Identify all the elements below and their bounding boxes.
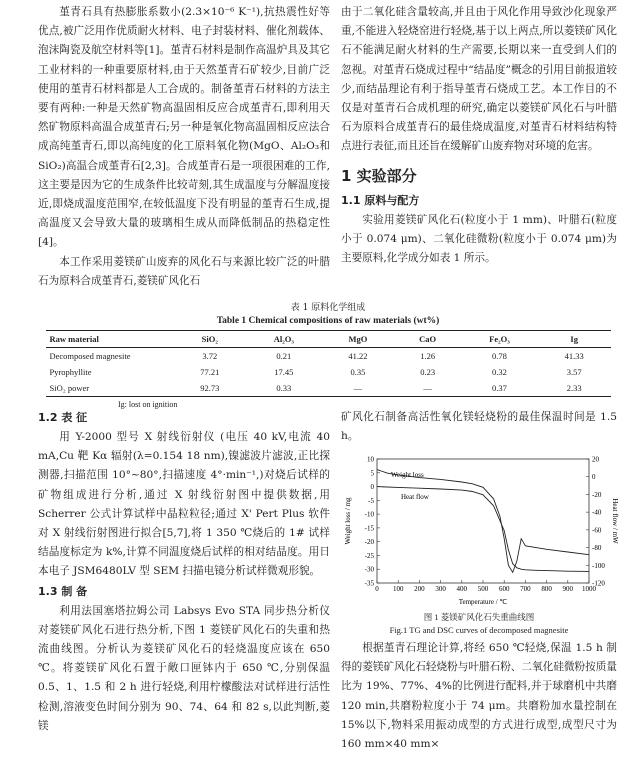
subsection-heading-materials: 1.1 原料与配方 bbox=[341, 193, 420, 207]
table-header-cell: Raw material bbox=[49, 334, 99, 344]
x-tick-label: 300 bbox=[435, 585, 446, 593]
table-header-cell: Ig bbox=[570, 334, 578, 344]
x-tick-label: 1000 bbox=[582, 585, 596, 593]
table-cell: 0.32 bbox=[492, 367, 507, 377]
table-row bbox=[46, 364, 611, 380]
table-cell: 0.78 bbox=[492, 351, 507, 361]
x-tick-label: 700 bbox=[520, 585, 531, 593]
table-header-cell: Al₂O₃ bbox=[273, 334, 294, 344]
table-cell: 41.22 bbox=[348, 351, 368, 361]
table-cell: Pyrophyllite bbox=[49, 367, 92, 377]
materials-paragraph: 实验用菱镁矿风化石(粒度小于 1 mm)、叶腊石(粒度小于 0.074 μm)、二氧化硅微粉(粒度小于 0.074 μm)为主要原料,化学成分如表 1 所示。 bbox=[341, 213, 617, 265]
table-cell: — bbox=[353, 383, 363, 393]
y2-tick-label: -40 bbox=[592, 508, 602, 517]
x-tick-label: 200 bbox=[414, 585, 425, 593]
y-tick-label: -15 bbox=[364, 524, 374, 533]
right-column-bottom-2 bbox=[341, 639, 617, 754]
x-axis-label: Temperature / ℃ bbox=[458, 598, 508, 606]
table-header-cell: SiO₂ bbox=[201, 334, 218, 344]
figure-caption-en: Fig.1 TG and DSC curves of decomposed magnesite bbox=[389, 625, 569, 635]
continuation-paragraph: 由于二氧化硅含量较高,并且由于风化作用导致沙化现象严重,不能进入轻烧窑进行轻烧,基于以上两点,所以菱镁矿风化石不能满足耐火材料的生产需要,长期以来一直受到人们的忽视。对堇青石烧成过程中“结晶度”概念的引用目前报道较少,而结晶理论有利于指导堇青石烧成工艺。本工作目的不仅是对堇青石合成机理的研究,确定以菱镁矿风化石与叶腊石为原料合成堇青石的最佳烧成温度,对堇青石材料结构特点进行表征,而且还旨在缓解矿山废弃物对环境的危害。 bbox=[341, 6, 617, 153]
x-tick-label: 100 bbox=[392, 585, 404, 593]
y2-tick-label: 20 bbox=[592, 455, 599, 464]
tg-dsc-chart bbox=[341, 455, 617, 607]
figure-caption-cn: 图 1 菱镁矿风化石失重曲线图 bbox=[423, 612, 535, 622]
table-body bbox=[46, 348, 611, 397]
table-cell: SiO₂ power bbox=[49, 383, 90, 393]
table-title-en: Table 1 Chemical compositions of raw materials (wt%) bbox=[216, 316, 440, 326]
table-cell: 0.37 bbox=[492, 383, 507, 393]
x-tick-label: 0 bbox=[375, 585, 379, 593]
table-cell: 2.33 bbox=[566, 383, 582, 393]
y2-tick-label: -120 bbox=[592, 579, 605, 588]
table-note: Ig: lost on ignition bbox=[118, 400, 178, 409]
y-tick-label: 0 bbox=[370, 483, 374, 492]
table-cell: — bbox=[423, 383, 432, 393]
table-cell: 0.35 bbox=[350, 367, 366, 377]
x-tick-label: 400 bbox=[456, 585, 468, 593]
subsection-heading-characterization: 1.2 表 征 bbox=[38, 411, 88, 424]
y-tick-label: -35 bbox=[364, 579, 374, 588]
table-cell: 0.23 bbox=[420, 367, 436, 377]
y-tick-label: -5 bbox=[368, 496, 374, 505]
table-header-row bbox=[46, 331, 611, 348]
right-column-bottom bbox=[341, 408, 617, 446]
table-title-cn: 表 1 原料化学组成 bbox=[290, 303, 366, 313]
x-tick-label: 800 bbox=[541, 585, 552, 593]
x-tick-label: 600 bbox=[498, 585, 510, 593]
section-heading: 1 实验部分 bbox=[341, 166, 417, 185]
table-row bbox=[46, 380, 611, 397]
table-header-cell: Fe₂O₃ bbox=[489, 334, 510, 344]
continuation-paragraph-2: 矿风化石制备高活性氧化镁轻烧粉的最佳保温时间是 1.5 h。 bbox=[341, 411, 617, 443]
table-cell: Decomposed magnesite bbox=[49, 351, 131, 361]
table-header-cell: CaO bbox=[419, 334, 437, 344]
y-tick-label: -20 bbox=[364, 538, 374, 547]
y-tick-label: -25 bbox=[364, 551, 374, 560]
left-column-bottom bbox=[38, 408, 330, 736]
table-cell: 3.57 bbox=[566, 367, 582, 377]
table-cell: 1.26 bbox=[420, 351, 436, 361]
work-paragraph: 本工作采用菱镁矿山废弃的风化石与来源比较广泛的叶腊石为原料合成堇青石,菱镁矿风化石 bbox=[38, 255, 330, 287]
y-tick-label: 10 bbox=[367, 455, 374, 464]
composition-table bbox=[46, 330, 611, 397]
table-cell: 3.72 bbox=[202, 351, 218, 361]
y2-tick-label: 0 bbox=[592, 473, 596, 482]
x-tick-label: 900 bbox=[562, 585, 574, 593]
right-column-top bbox=[341, 3, 617, 268]
intro-paragraph: 堇青石具有热膨胀系数小(2.3×10⁻⁶ K⁻¹),抗热震性好等优点,被广泛用作优质耐火材料、电子封装材料、催化剂载体、泡沫陶瓷及航空材料等[1]。堇青石材料是制作高温炉具及其它工业材料的一种重要原材料,由于天然堇青石矿较少,目前广泛使用的堇青石材料都是人工合成的。制备堇青石材料的方法主要有两种:一种是天然矿物高温固相反应合成堇青石,即利用天然矿物原料高温合成堇青石;另一种是氧化物高温固相反应法合成高纯堇青石,即以高纯度的化工原料氧化物(MgO、Al₂O₃和SiO₂)高温合成堇青石[2,3]。合成堇青石是一项很困难的工作,这主要是因为它的生成条件比较苛刻,其生成温度与分解温度接近,即烧成温度范围窄,在较低温度下没有明显的堇青石生成,提高温度又会导致大量的玻璃相生成从而降低制品的热稳定性[4]。 bbox=[38, 6, 330, 249]
y-axis-label: Weight loss / mg bbox=[344, 497, 352, 545]
y-tick-label: 5 bbox=[370, 469, 374, 478]
y2-axis-label: Heat flow / mW bbox=[611, 498, 619, 544]
y2-tick-label: -20 bbox=[592, 490, 602, 499]
preparation-paragraph: 利用法国塞塔拉姆公司 Labsys Evo STA 同步热分析仪对菱镁矿风化石进行热分析,下图 1 菱镁矿风化石的失重和热流曲线图。分析认为菱镁矿风化石的轻烧温度应该在 650 ℃。将菱镁矿风化石置于敞口匣钵内于 650 ℃,分别保温 0.5、1、1.5 和 2 h 进行轻烧,利用柠檬酸法对试样进行活性检测,溶液变色时间分别为 90、74、64 和 82 s,以此判断,菱镁 bbox=[38, 604, 330, 732]
y2-tick-label: -80 bbox=[592, 544, 602, 553]
table-cell: 77.21 bbox=[200, 367, 220, 377]
table-1 bbox=[38, 302, 618, 409]
figure-1 bbox=[341, 455, 617, 635]
left-column-top bbox=[38, 3, 330, 291]
table-cell: 0.21 bbox=[276, 351, 292, 361]
y-tick-label: -10 bbox=[364, 510, 374, 519]
y2-tick-label: -100 bbox=[592, 561, 605, 570]
legend-weight: Weight loss bbox=[391, 471, 424, 479]
characterization-paragraph: 用 Y-2000 型号 X 射线衍射仪 (电压 40 kV,电流 40 mA,Cu 靶 Kα 辐射(λ=0.154 18 nm),镍滤波片滤波,正比探测器,扫描范围 10°~80°,扫描速度 4°·min⁻¹,)对烧后试样的矿物组成进行分析,通过 X 射线衍射图中提供数据,用 Scherrer 公式计算试样中晶粒粒径;通过 X' Pert Plus 软件对 X 射线衍射图进行拟合[5,7],将 1 350 ℃烧后的 1# 试样结晶度标定为 k%,计算不同温度烧后试样的相对结晶度。用日本电子 JSM6480LV 型 SEM 扫描电镜分析试样微观形貌。 bbox=[38, 431, 330, 578]
table-cell: 0.33 bbox=[276, 383, 292, 393]
y2-tick-label: -60 bbox=[592, 526, 602, 535]
legend-heat: Heat flow bbox=[401, 493, 429, 501]
table-cell: 92.73 bbox=[200, 383, 220, 393]
preparation-paragraph-2: 根据堇青石理论计算,将经 650 ℃轻烧,保温 1.5 h 制得的菱镁矿风化石轻烧粉与叶腊石粉、二氧化硅微粉按质量比为 19%、77%、4%的比例进行配料,并于球磨机中共磨 120 min,共磨粉粒度小于 74 μm。共磨粉加水量控制在 15%以下,物料采用振动成型的方式进行成型,成型尺寸为 160 mm×40 mm× bbox=[341, 642, 617, 751]
heat-flow-line bbox=[377, 470, 589, 573]
table-row bbox=[46, 348, 611, 365]
subsection-heading-preparation: 1.3 制 备 bbox=[38, 584, 88, 598]
table-cell: 17.45 bbox=[274, 367, 294, 377]
y-tick-label: -30 bbox=[364, 565, 374, 574]
table-header-cell: MgO bbox=[348, 334, 368, 344]
table-cell: 41.33 bbox=[564, 351, 584, 361]
x-tick-label: 500 bbox=[477, 585, 489, 593]
